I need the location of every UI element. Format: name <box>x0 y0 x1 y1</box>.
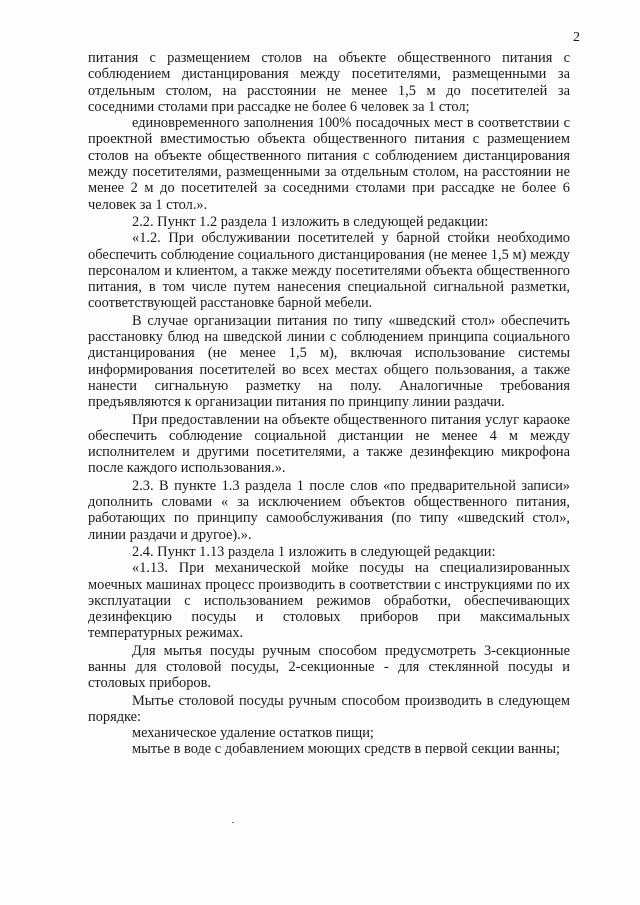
paragraph-washing-order: Мытье столовой посуды ручным способом производить в следующем порядке: <box>88 692 570 725</box>
paragraph-buffet: В случае организации питания по типу «шведский стол» обеспечить расстановку блюд на шведской линии с соблюдением принципа социального дистанцирования (не менее 1,5 м), включая использование системы информирования посетителей во всех местах общего пользования, а также нанести сигнальную разметку на полу. Аналогичные требования предъявляются к организации питания по принципу линии раздачи. <box>88 312 570 411</box>
scan-speck <box>232 822 234 823</box>
paragraph-item-1-13: «1.13. При механической мойке посуды на специализированных моечных машинах процесс производить в соответствии с инструкциями по их эксплуатации с использованием режимов обработки, обеспечивающих дезинфекцию посуды и столовых приборов при максимальных температурных режимах. <box>88 560 570 642</box>
paragraph-full-occupancy: единовременного заполнения 100% посадочных мест в соответствии с проектной вместимостью объекта общественного питания с размещением столов на объекте общественного питания с соблюдением дистанцирования между посетителями, размещенными за отдельным столом, на расстоянии не менее 2 м до посетителей за соседними столами при рассадке не более 6 человек за 1 стол.». <box>88 115 570 213</box>
paragraph-item-1-2: «1.2. При обслуживании посетителей у барной стойки необходимо обеспечить соблюдение социального дистанцирования (не менее 1,5 м) между персоналом и клиентом, а также между посетителями объекта общественного питания, в том числе путем нанесения специальной сигнальной разметки, соответствующей расстановке барной мебели. <box>88 230 570 312</box>
paragraph-clause-2-3: 2.3. В пункте 1.3 раздела 1 после слов «по предварительной записи» дополнить словами « за исключением объектов общественного питания, работающих по принципу самообслуживания (по типу «шведский стол», линии раздачи и другое).». <box>88 477 570 543</box>
paragraph-first-section: мытье в воде с добавлением моющих средств в первой секции ванны; <box>132 741 561 758</box>
page-number: 2 <box>573 30 580 45</box>
document-body <box>88 50 570 758</box>
paragraph-food-removal: механическое удаление остатков пищи; <box>132 725 374 742</box>
paragraph-clause-2-2: 2.2. Пункт 1.2 раздела 1 изложить в следующей редакции: <box>132 213 489 230</box>
paragraph-continuation: питания с размещением столов на объекте общественного питания с соблюдением дистанцирования между посетителями, размещенными за отдельным столом, на расстоянии не менее 1,5 м до посетителей за соседними столами при рассадке не более 6 человек за 1 стол; <box>88 50 570 115</box>
paragraph-karaoke: При предоставлении на объекте общественного питания услуг караоке обеспечить соблюдение социальной дистанции не менее 4 м между исполнителем и другими посетителями, а также дезинфекцию микрофона после каждого использования.». <box>88 411 570 477</box>
paragraph-manual-washing: Для мытья посуды ручным способом предусмотреть 3-секционные ванны для столовой посуды, 2-секционные - для стеклянной посуды и столовых приборов. <box>88 642 570 692</box>
paragraph-clause-2-4: 2.4. Пункт 1.13 раздела 1 изложить в следующей редакции: <box>132 543 496 560</box>
